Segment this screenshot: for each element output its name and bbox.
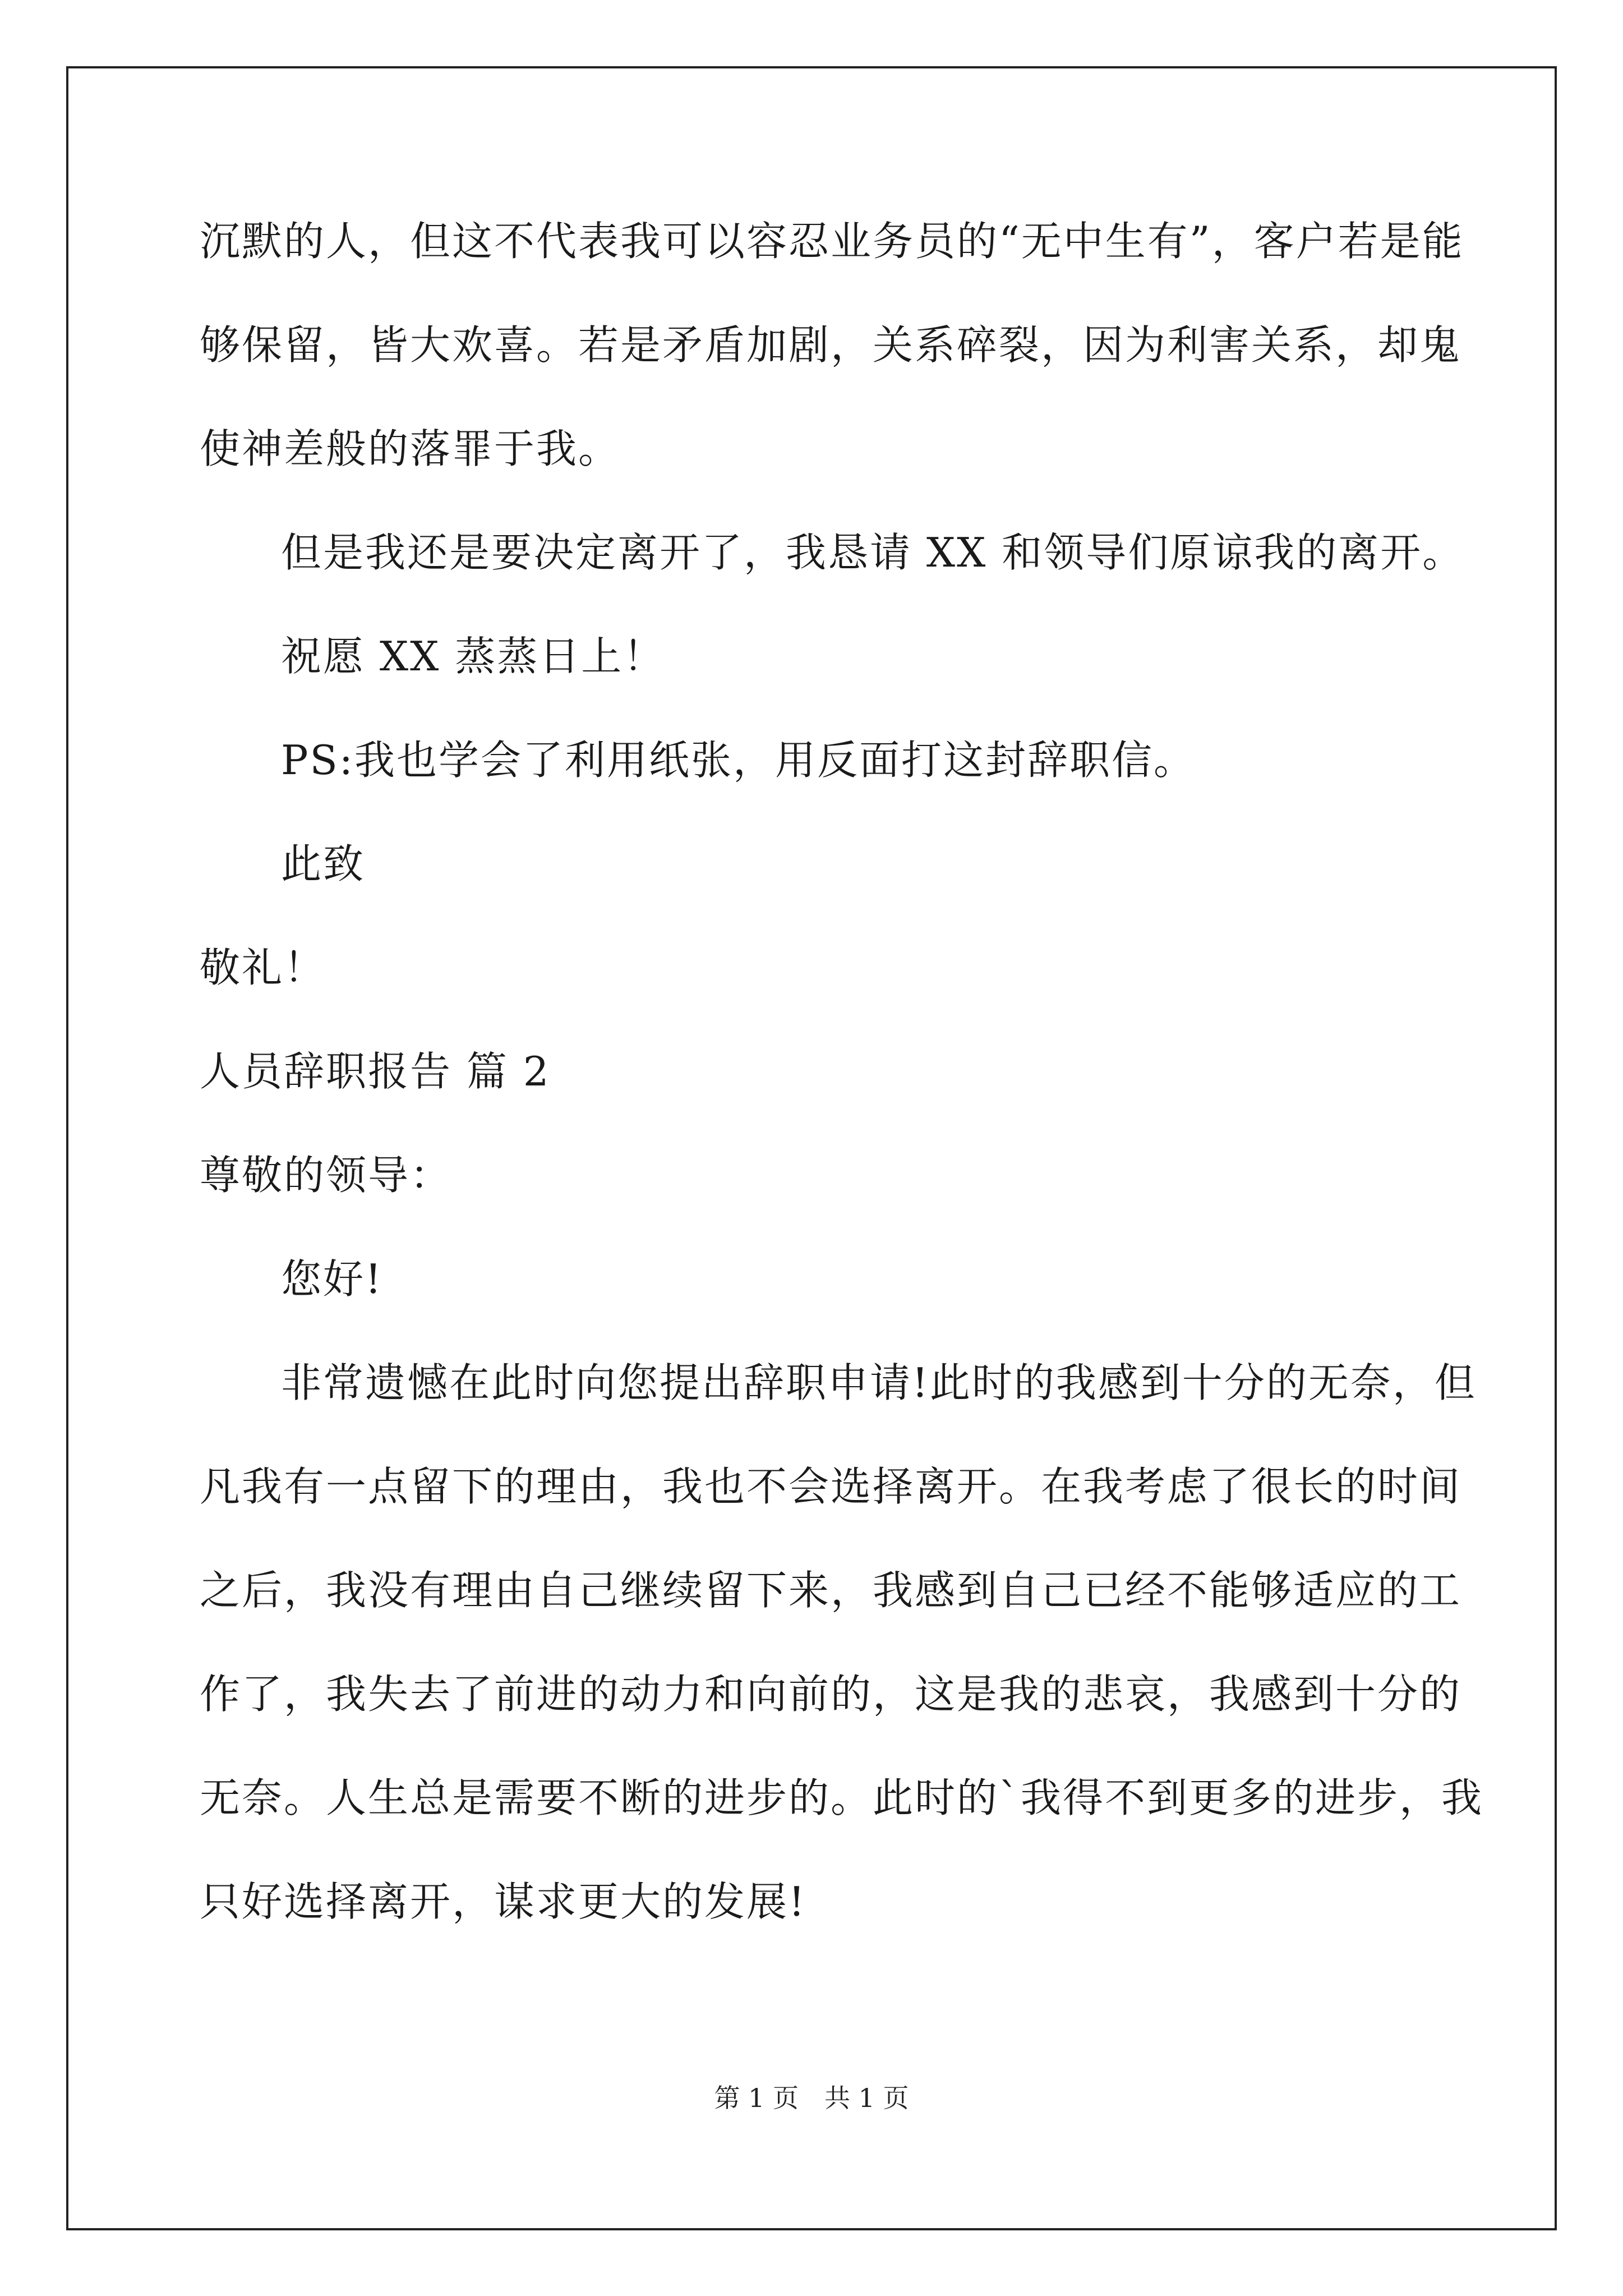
- paragraph-line: PS:我也学会了利用纸张，用反面打这封辞职信。: [281, 737, 1196, 784]
- page-number-footer: 第 1 页 共 1 页: [714, 2083, 909, 2113]
- salutation: 尊敬的领导：: [200, 1152, 453, 1199]
- paragraph-line: 作了，我失去了前进的动力和向前的，这是我的悲哀，我感到十分的: [200, 1671, 1462, 1718]
- paragraph-line: 无奈。人生总是需要不断的进步的。此时的`我得不到更多的进步，我: [200, 1774, 1484, 1821]
- paragraph-line: 使神差般的落罪于我。: [200, 425, 621, 472]
- paragraph-line: 够保留，皆大欢喜。若是矛盾加剧，关系碎裂，因为利害关系，却鬼: [200, 321, 1462, 369]
- paragraph-line: 凡我有一点留下的理由，我也不会选择离开。在我考虑了很长的时间: [200, 1463, 1462, 1510]
- paragraph-line: 非常遗憾在此时向您提出辞职申请!此时的我感到十分的无奈，但: [281, 1359, 1477, 1406]
- greeting: 您好!: [281, 1255, 383, 1303]
- closing-salutation: 敬礼！: [200, 944, 326, 991]
- paragraph-line: 只好选择离开，谋求更大的发展!: [200, 1878, 806, 1925]
- closing-line: 此致: [281, 840, 366, 887]
- section-heading: 人员辞职报告 篇 2: [200, 1048, 551, 1095]
- paragraph-line: 祝愿 XX 蒸蒸日上！: [281, 633, 666, 680]
- paragraph-line: 之后，我没有理由自己继续留下来，我感到自己已经不能够适应的工: [200, 1567, 1462, 1614]
- paragraph-line: 但是我还是要决定离开了，我恳请 XX 和领导们原谅我的离开。: [281, 529, 1465, 576]
- paragraph-line: 沉默的人，但这不代表我可以容忍业务员的“无中生有”，客户若是能: [200, 218, 1464, 265]
